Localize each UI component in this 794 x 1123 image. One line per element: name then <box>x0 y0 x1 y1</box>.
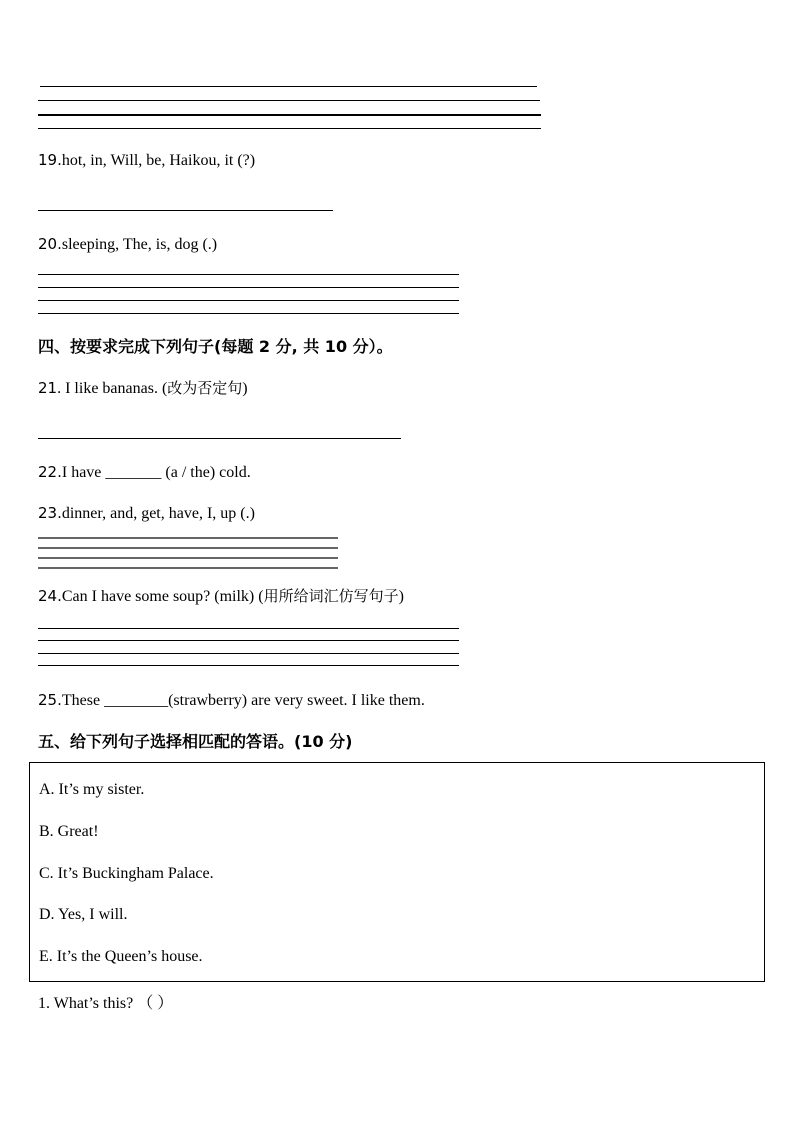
answer-line[interactable] <box>38 210 333 211</box>
answer-line[interactable] <box>38 567 338 569</box>
answer-line <box>40 86 537 87</box>
question-21 <box>38 379 248 398</box>
answer-line <box>38 128 541 129</box>
answer-line[interactable] <box>38 300 459 301</box>
answer-line[interactable] <box>38 287 459 288</box>
question-instruction: 改为否定句 <box>167 379 243 397</box>
answer-line[interactable] <box>38 274 459 275</box>
question-text: sleeping, The, is, dog (.) <box>61 236 218 253</box>
question-text: dinner, and, get, have, I, up (.) <box>61 505 255 522</box>
question-number: 25. <box>38 691 62 709</box>
question-19 <box>38 151 255 170</box>
answer-line[interactable] <box>38 537 338 539</box>
question-22 <box>38 463 251 482</box>
match-question-1: 1. What’s this? （ ） <box>38 995 174 1012</box>
answer-line <box>38 100 540 101</box>
question-text: These ________(strawberry) are very sweet. I like them. <box>61 692 425 709</box>
question-24 <box>38 587 404 606</box>
option-e: E. It’s the Queen’s house. <box>39 948 203 965</box>
question-close: ) <box>242 380 248 397</box>
question-number: 22. <box>38 463 62 481</box>
question-number: 24. <box>38 587 62 605</box>
question-20 <box>38 235 217 254</box>
question-number: 19. <box>38 151 62 169</box>
answer-line[interactable] <box>38 438 401 439</box>
question-number: 23. <box>38 504 62 522</box>
answer-line[interactable] <box>38 640 459 641</box>
question-instruction: 用所给词汇仿写句子 <box>263 587 399 605</box>
question-text: . I like bananas. ( <box>57 380 168 397</box>
question-text: Can I have some soup? (milk) ( <box>61 588 264 605</box>
question-text: I have _______ (a / the) cold. <box>61 464 251 481</box>
answer-line[interactable] <box>38 628 459 629</box>
question-close: ) <box>398 588 404 605</box>
question-text: hot, in, Will, be, Haikou, it (?) <box>61 152 256 169</box>
option-b: B. Great! <box>39 823 99 840</box>
answer-line[interactable] <box>38 547 338 549</box>
section-5-heading: 五、给下列句子选择相匹配的答语。(10 分) <box>38 732 353 751</box>
answer-line[interactable] <box>38 313 459 314</box>
answer-line[interactable] <box>38 653 459 654</box>
answer-line[interactable] <box>38 665 459 666</box>
option-a: A. It’s my sister. <box>39 781 145 798</box>
section-4-heading: 四、按要求完成下列句子(每题 2 分, 共 10 分）。 <box>38 337 393 356</box>
answer-line <box>38 114 541 116</box>
question-23 <box>38 504 255 523</box>
question-number: 21 <box>38 379 58 397</box>
option-c: C. It’s Buckingham Palace. <box>39 865 214 882</box>
answer-options-box <box>29 762 765 982</box>
option-d: D. Yes, I will. <box>39 906 128 923</box>
answer-line[interactable] <box>38 557 338 559</box>
question-25 <box>38 691 425 710</box>
question-number: 20. <box>38 235 62 253</box>
